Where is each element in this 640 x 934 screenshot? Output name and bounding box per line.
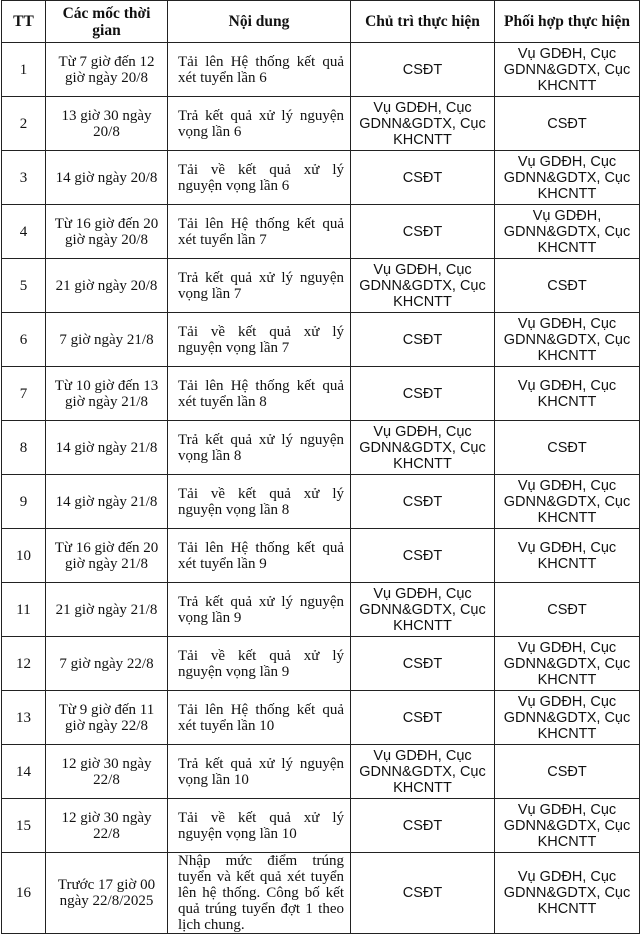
cell-time: 13 giờ 30 ngày 20/8: [46, 97, 168, 151]
cell-coord: Vụ GDĐH, Cục GDNN&GDTX, Cục KHCNTT: [495, 151, 640, 205]
cell-time: 21 giờ ngày 20/8: [46, 259, 168, 313]
cell-tt: 12: [2, 637, 46, 691]
cell-tt: 3: [2, 151, 46, 205]
cell-tt: 8: [2, 421, 46, 475]
cell-time: 7 giờ ngày 22/8: [46, 637, 168, 691]
cell-lead: CSĐT: [351, 151, 495, 205]
cell-lead: Vụ GDĐH, Cục GDNN&GDTX, Cục KHCNTT: [351, 583, 495, 637]
table-row: [2, 259, 640, 313]
cell-lead: CSĐT: [351, 475, 495, 529]
cell-content: Trả kết quả xử lý nguyện vọng lần 9: [168, 583, 351, 637]
cell-content: Tải lên Hệ thống kết quả xét tuyển lần 9: [168, 529, 351, 583]
table-row: [2, 745, 640, 799]
cell-content: Tải về kết quả xử lý nguyện vọng lần 9: [168, 637, 351, 691]
cell-coord: Vụ GDĐH, Cục KHCNTT: [495, 529, 640, 583]
header-lead: Chủ trì thực hiện: [351, 1, 495, 43]
table-row: [2, 151, 640, 205]
cell-coord: Vụ GDĐH, Cục KHCNTT: [495, 367, 640, 421]
table-row: [2, 421, 640, 475]
cell-time: 7 giờ ngày 21/8: [46, 313, 168, 367]
cell-coord: Vụ GDĐH, Cục GDNN&GDTX, Cục KHCNTT: [495, 799, 640, 853]
cell-lead: CSĐT: [351, 799, 495, 853]
cell-coord: CSĐT: [495, 421, 640, 475]
cell-tt: 11: [2, 583, 46, 637]
cell-coord: Vụ GDĐH, Cục GDNN&GDTX, Cục KHCNTT: [495, 43, 640, 97]
cell-content: Tải về kết quả xử lý nguyện vọng lần 7: [168, 313, 351, 367]
cell-coord: CSĐT: [495, 97, 640, 151]
cell-time: 14 giờ ngày 20/8: [46, 151, 168, 205]
cell-coord: Vụ GDĐH, GDNN&GDTX, Cục KHCNTT: [495, 205, 640, 259]
table-row: [2, 367, 640, 421]
cell-lead: CSĐT: [351, 691, 495, 745]
table-row: [2, 583, 640, 637]
cell-time: Trước 17 giờ 00 ngày 22/8/2025: [46, 853, 168, 934]
cell-content: Tải về kết quả xử lý nguyện vọng lần 10: [168, 799, 351, 853]
cell-tt: 4: [2, 205, 46, 259]
cell-lead: CSĐT: [351, 367, 495, 421]
cell-coord: Vụ GDĐH, Cục GDNN&GDTX, Cục KHCNTT: [495, 853, 640, 934]
table-row: [2, 853, 640, 934]
cell-coord: CSĐT: [495, 259, 640, 313]
table-row: [2, 313, 640, 367]
cell-lead: CSĐT: [351, 205, 495, 259]
cell-content: Trả kết quả xử lý nguyện vọng lần 10: [168, 745, 351, 799]
cell-lead: CSĐT: [351, 529, 495, 583]
cell-time: 21 giờ ngày 21/8: [46, 583, 168, 637]
cell-tt: 10: [2, 529, 46, 583]
schedule-table: [1, 0, 640, 934]
cell-content: Trả kết quả xử lý nguyện vọng lần 8: [168, 421, 351, 475]
cell-lead: Vụ GDĐH, Cục GDNN&GDTX, Cục KHCNTT: [351, 745, 495, 799]
cell-time: Từ 16 giờ đến 20 giờ ngày 21/8: [46, 529, 168, 583]
table-row: [2, 799, 640, 853]
cell-time: 12 giờ 30 ngày 22/8: [46, 799, 168, 853]
cell-content: Tải về kết quả xử lý nguyện vọng lần 6: [168, 151, 351, 205]
cell-content: Tải lên Hệ thống kết quả xét tuyển lần 6: [168, 43, 351, 97]
cell-tt: 5: [2, 259, 46, 313]
header-coord: Phối hợp thực hiện: [495, 1, 640, 43]
cell-content: Trả kết quả xử lý nguyện vọng lần 7: [168, 259, 351, 313]
cell-tt: 13: [2, 691, 46, 745]
cell-coord: Vụ GDĐH, Cục GDNN&GDTX, Cục KHCNTT: [495, 475, 640, 529]
table-row: [2, 97, 640, 151]
cell-coord: CSĐT: [495, 745, 640, 799]
cell-lead: CSĐT: [351, 637, 495, 691]
cell-lead: CSĐT: [351, 313, 495, 367]
cell-lead: Vụ GDĐH, Cục GDNN&GDTX, Cục KHCNTT: [351, 421, 495, 475]
cell-time: 12 giờ 30 ngày 22/8: [46, 745, 168, 799]
cell-tt: 7: [2, 367, 46, 421]
cell-time: Từ 9 giờ đến 11 giờ ngày 22/8: [46, 691, 168, 745]
cell-tt: 6: [2, 313, 46, 367]
cell-time: 14 giờ ngày 21/8: [46, 421, 168, 475]
cell-coord: Vụ GDĐH, Cục GDNN&GDTX, Cục KHCNTT: [495, 637, 640, 691]
cell-time: 14 giờ ngày 21/8: [46, 475, 168, 529]
cell-time: Từ 16 giờ đến 20 giờ ngày 20/8: [46, 205, 168, 259]
header-time: Các mốc thời gian: [46, 1, 168, 43]
table-row: [2, 475, 640, 529]
cell-coord: Vụ GDĐH, Cục GDNN&GDTX, Cục KHCNTT: [495, 691, 640, 745]
cell-tt: 15: [2, 799, 46, 853]
cell-time: Từ 10 giờ đến 13 giờ ngày 21/8: [46, 367, 168, 421]
cell-lead: CSĐT: [351, 43, 495, 97]
table-row: [2, 691, 640, 745]
header-content: Nội dung: [168, 1, 351, 43]
cell-tt: 16: [2, 853, 46, 934]
cell-coord: Vụ GDĐH, Cục GDNN&GDTX, Cục KHCNTT: [495, 313, 640, 367]
cell-tt: 1: [2, 43, 46, 97]
cell-lead: Vụ GDĐH, Cục GDNN&GDTX, Cục KHCNTT: [351, 97, 495, 151]
cell-lead: Vụ GDĐH, Cục GDNN&GDTX, Cục KHCNTT: [351, 259, 495, 313]
header-tt: TT: [2, 1, 46, 43]
header-row: [2, 1, 640, 43]
cell-tt: 2: [2, 97, 46, 151]
cell-lead: CSĐT: [351, 853, 495, 934]
cell-content: Tải lên Hệ thống kết quả xét tuyển lần 10: [168, 691, 351, 745]
cell-content: Tải về kết quả xử lý nguyện vọng lần 8: [168, 475, 351, 529]
table-row: [2, 637, 640, 691]
cell-content: Tải lên Hệ thống kết quả xét tuyển lần 8: [168, 367, 351, 421]
table-row: [2, 205, 640, 259]
cell-content: Tải lên Hệ thống kết quả xét tuyển lần 7: [168, 205, 351, 259]
cell-tt: 9: [2, 475, 46, 529]
cell-coord: CSĐT: [495, 583, 640, 637]
cell-content: Trả kết quả xử lý nguyện vọng lần 6: [168, 97, 351, 151]
table-row: [2, 43, 640, 97]
cell-tt: 14: [2, 745, 46, 799]
cell-time: Từ 7 giờ đến 12 giờ ngày 20/8: [46, 43, 168, 97]
cell-content: Nhập mức điểm trúng tuyển và kết quả xét tuyển lên hệ thống. Công bố kết quả trúng tuyển đợt 1 theo lịch chung.: [168, 853, 351, 934]
table-row: [2, 529, 640, 583]
